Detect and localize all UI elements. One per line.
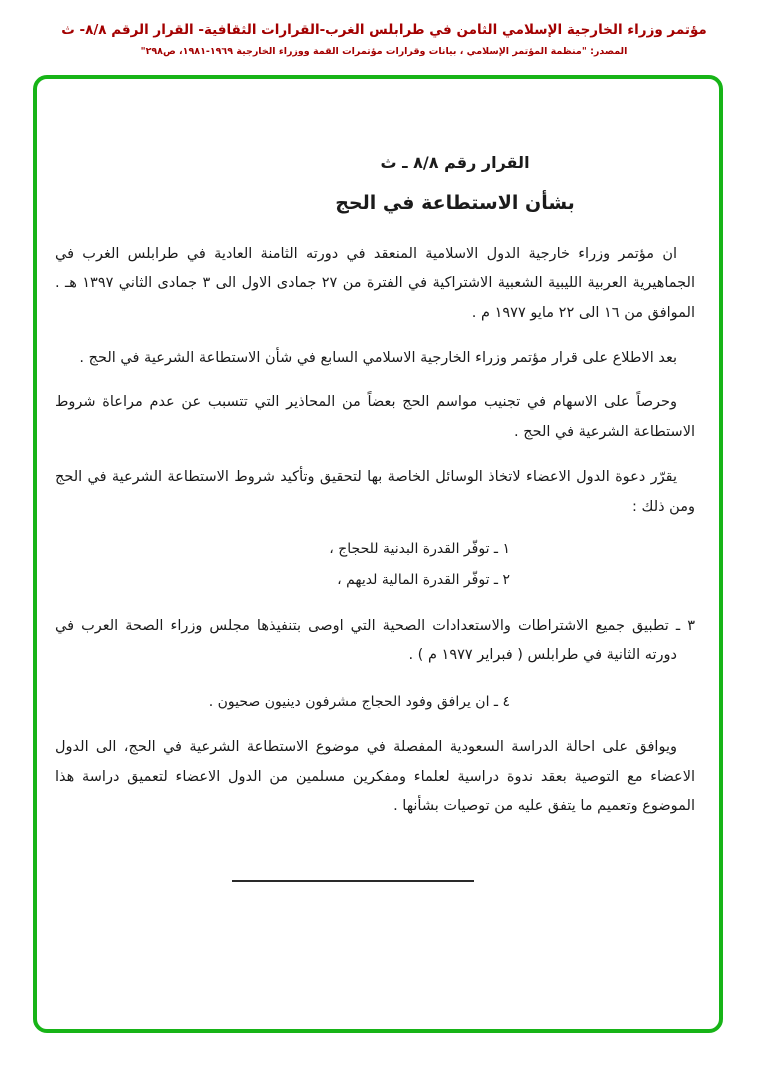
- document-header: [0, 0, 768, 59]
- list-item-4: ٤ ـ ان يرافق وفود الحجاج مشرفون دينيون صحيون .: [208, 693, 510, 710]
- resolution-number: القرار رقم ٨/٨ ـ ث: [380, 152, 530, 172]
- list-item-1: ١ ـ توفّر القدرة البدنية للحجاج ،: [329, 541, 510, 558]
- paragraph-closing: ويوافق على احالة الدراسة السعودية المفصلة في موضوع الاستطاعة الشرعية في الحج، الى الدول الاعضاء مع التوصية بعقد ندوة دراسية لعلماء ومفكرين مسلمين من الدول الاعضاء لتعميق دراسة هذا الموضوع وتعميم ما يتفق عليه من توصيات بشأنها .: [55, 738, 695, 815]
- paragraph-concern: وحرصاً على الاسهام في تجنيب مواسم الحج بعضاً من المحاذير التي تتسبب عن عدم مراعاة شروط الاستطاعة الشرعية في الحج .: [55, 394, 695, 441]
- document-body: [37, 79, 719, 912]
- header-title: مؤتمر وزراء الخارجية الإسلامي الثامن في طرابلس الغرب-القرارات الثقافية- القرار الرقم ٨/٨- ث: [61, 22, 707, 38]
- header-source: المصدر: "منظمة المؤتمر الإسلامي ، بيانات وقرارات مؤتمرات القمة ووزراء الخارجية ١٩٦٩-١٩٨١، ص٢٩٨": [140, 46, 628, 58]
- divider-line: [232, 880, 474, 882]
- list-item-2: ٢ ـ توفّر القدرة المالية لديهم ،: [337, 572, 510, 589]
- document-frame: [33, 75, 723, 1033]
- resolution-subject: بشأن الاستطاعة في الحج: [335, 191, 575, 214]
- list-item-3: ٣ ـ تطبيق جميع الاشتراطات والاستعدادات الصحية التي اوصى بتنفيذها مجلس وزراء الصحة العرب في دورته الثانية في طرابلس ( فبراير ١٩٧٧ م ) .: [55, 617, 695, 663]
- paragraph-preamble: ان مؤتمر وزراء خارجية الدول الاسلامية المنعقد في دورته الثامنة العادية في طرابلس الغرب في الجماهيرية العربية الليبية الشعبية الاشتراكية في الفترة من ٢٧ جمادى الاول الى ٣ جمادى الثاني ١٣٩٧ هـ . الموافق من ١٦ الى ٢٢ مايو ١٩٧٧ م .: [55, 245, 695, 321]
- paragraph-review: بعد الاطلاع على قرار مؤتمر وزراء الخارجية الاسلامي السابع في شأن الاستطاعة الشرعية في الحج .: [79, 349, 677, 366]
- paragraph-decision: يقرّر دعوة الدول الاعضاء لاتخاذ الوسائل الخاصة بها لتحقيق وتأكيد شروط الاستطاعة الشرعية في الحج ومن ذلك :: [55, 468, 695, 515]
